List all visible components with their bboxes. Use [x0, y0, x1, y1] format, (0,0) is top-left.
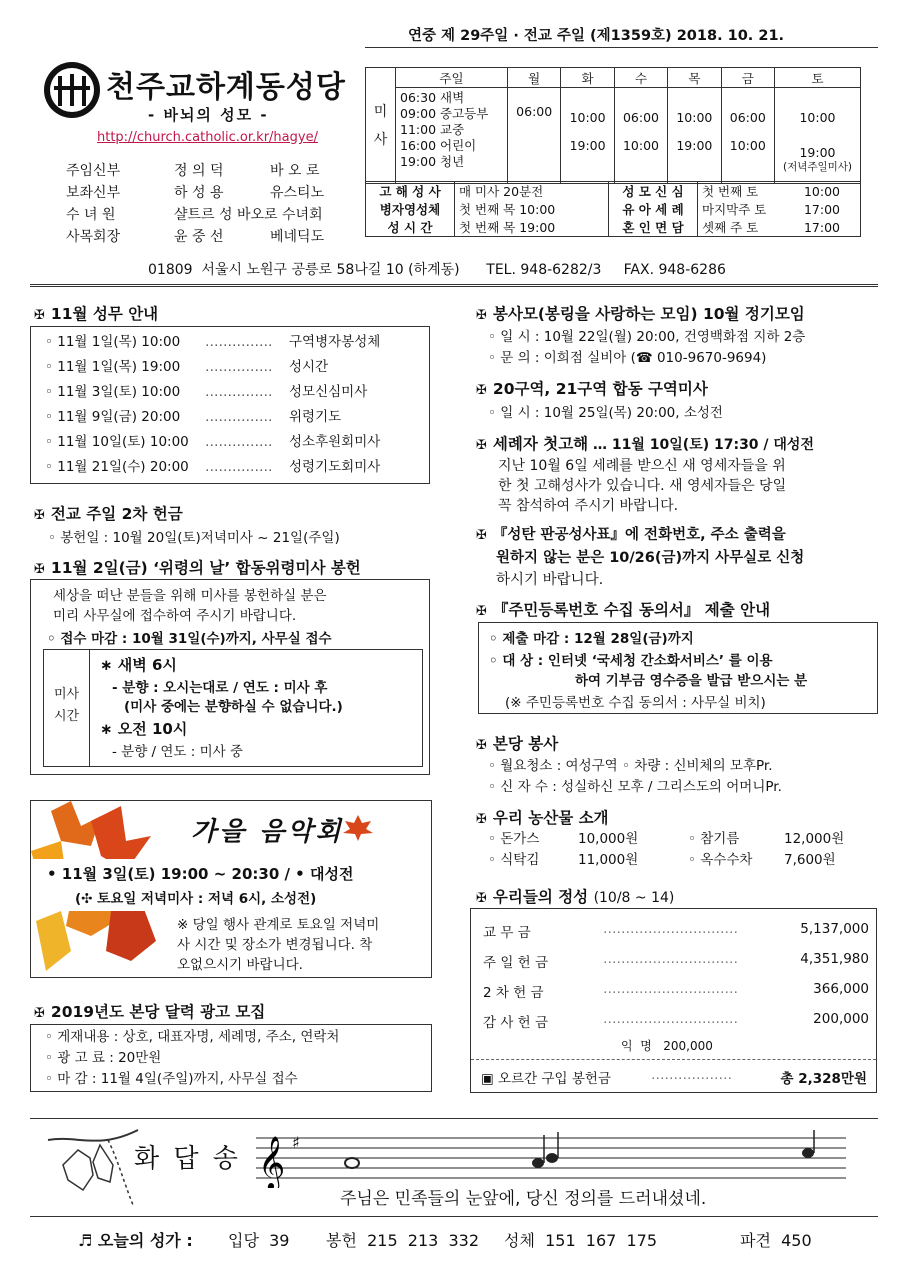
- list-item: ◦ 식탁김 11,000원 ◦ 옥수수차 7,600원: [488, 852, 836, 868]
- offering-row: 2 차 헌 금 ………………………… 366,000: [483, 981, 869, 1001]
- organ-fund-row: ▣ 오르간 구입 봉헌금 ……………… 총 2,328만원: [481, 1067, 867, 1087]
- concert-title: 가을 음악회: [191, 817, 344, 847]
- list-item: ◦ 마 감 : 11월 4일(주일)까지, 사무실 접수: [45, 1071, 298, 1087]
- address-line: 01809 서울시 노원구 공릉로 58나길 10 (하계동) TEL. 948-6282/3 FAX. 948-6286: [148, 262, 726, 278]
- calendar-ad-box: [30, 1024, 432, 1092]
- list-item: ◦ 11월 9일(금) 20:00 …………… 위령기도: [45, 409, 342, 425]
- hymn-label: ♬ 오늘의 성가 :: [78, 1231, 193, 1250]
- bongsamo-contact: ◦ 문 의 : 이희점 실비아 (☎ 010-9670-9694): [488, 350, 767, 366]
- offering-row: 감 사 헌 금 ………………………… 200,000: [483, 1011, 869, 1031]
- district-mass-date: ◦ 일 시 : 10월 25일(목) 20:00, 소성전: [488, 405, 723, 421]
- list-item: ◦ 11월 21일(수) 20:00 …………… 성령기도회미사: [45, 459, 381, 475]
- produce-list: [488, 829, 844, 871]
- resident-id-box: ◦ 제출 마감 : 12월 28일(금)까지 ◦ 대 상 : 인터넷 ‘국세청 간소화서비스’ 를 이용 하여 기부금 영수증을 발급 받으시는 분 (※ 주민등록번호 수집 동의서 : 사무실 비치): [478, 622, 878, 714]
- hymn-recessional: 파견 450: [740, 1231, 812, 1250]
- hymn-offertory: 봉헌 215 213 332: [326, 1231, 480, 1250]
- staff-row: 주임신부 정 의 덕 바 오 로: [66, 163, 320, 179]
- section-title-offerings: ✠ 우리들의 정성 (10/8 ~ 14): [476, 888, 675, 906]
- bongsamo-date: ◦ 일 시 : 10월 22일(월) 20:00, 건영백화점 지하 2층: [488, 329, 806, 345]
- section-title-parish-service: ✠ 본당 봉사: [476, 735, 559, 753]
- section-title-produce: ✠ 우리 농산물 소개: [476, 809, 609, 827]
- hymn-line: [78, 1228, 812, 1251]
- staff-row: 사목회장 윤 중 선 베네딕도: [66, 229, 325, 245]
- memorial-time-table: 미사 시간 ∗ 새벽 6시 - 분향 : 오시는대로 / 연도 : 미사 후 (미사 중에는 분향하실 수 없습니다.) ∗ 오전 10시 - 분향 / 연도 : 미사 중: [43, 649, 423, 767]
- sacrament-table: 고 해 성 사 매 미사 20분전 성 모 신 심 첫 번째 토 10:00 병자영성체 첫 번째 목 10:00 유 아 세 례 마지막주 토 17:00 성 시 간 첫 번째 목 19:00 혼 인 면 담 셋째 주 토 17:00: [365, 181, 861, 237]
- hymn-entrance: 입당 39: [228, 1231, 290, 1250]
- list-item: ◦ 11월 3일(토) 10:00 …………… 성모신심미사: [45, 384, 368, 400]
- hymn-communion: 성체 151 167 175: [504, 1231, 658, 1250]
- section-title-nov: ✠ 11월 성무 안내: [34, 305, 159, 323]
- christmas-notice: ✠ 『성탄 판공성사표』에 전화번호, 주소 출력을 원하지 않는 분은 10/26(금)까지 사무실로 신청 하시기 바랍니다.: [476, 527, 805, 588]
- staff-row: 수 녀 원 샬트르 성 바오로 수녀회: [66, 207, 323, 223]
- mass-schedule-table: 미 사 주일 월 화 수 목 금 토 06:30 새벽 09:00 중고등부 11:00 교중 16:00 어린이 19:00 청년 06:00 10:00 19:00 06:00 10:00 10:00 19:00 06:00 10:00 10:00 19:00 (저녁주일미사): [365, 67, 861, 184]
- issue-line: 연중 제 29주일 · 전교 주일 (제1359호) 2018. 10. 21.: [408, 28, 785, 44]
- section-title-offering: ✠ 전교 주일 2차 헌금: [34, 505, 183, 523]
- section-title-district-mass: ✠ 20구역, 21구역 합동 구역미사: [476, 380, 708, 398]
- list-item: ◦ 광 고 료 : 20만원: [45, 1050, 162, 1066]
- section-title-memorial: ✠ 11월 2일(금) ‘위령의 날’ 합동위령미사 봉헌: [34, 559, 361, 577]
- offering-date: ◦ 봉헌일 : 10월 20일(토)저녁미사 ~ 21일(주일): [48, 530, 340, 546]
- offering-row: 주 일 헌 금 ………………………… 4,351,980: [483, 951, 869, 971]
- chant-bottom-rule: [30, 1216, 878, 1217]
- concert-box: 가을 음악회 • 11월 3일(토) 19:00 ~ 20:30 / • 대성전 (✣ 토요일 저녁미사 : 저녁 6시, 소성전) ※ 당일 행사 관계로 토요일 저녁미 사 시간 및 장소가 변경됩니다. 착 오없으시기 바랍니다.: [30, 800, 432, 978]
- list-item: ◦ 11월 10일(토) 10:00 …………… 성소후원회미사: [45, 434, 381, 450]
- chant-lyric: 주님은 민족들의 눈앞에, 당신 정의를 드러내셨네.: [340, 1189, 707, 1209]
- church-url[interactable]: http://church.catholic.or.kr/hagye/: [97, 130, 318, 145]
- staff-row: 보좌신부 하 성 용 유스티노: [66, 185, 325, 201]
- church-logo: [44, 62, 100, 118]
- section-title-calendar-ad: ✠ 2019년도 본당 달력 광고 모집: [34, 1003, 266, 1021]
- list-item: ◦ 돈가스 10,000원 ◦ 참기름 12,000원: [488, 831, 845, 847]
- chant-title: 화 답 송: [134, 1144, 241, 1174]
- top-rule: [365, 47, 878, 48]
- staff-list: [66, 160, 356, 248]
- list-item: ◦ 게재내용 : 상호, 대표자명, 세례명, 주소, 연락처: [45, 1029, 340, 1045]
- list-item: ◦ 11월 1일(목) 19:00 …………… 성시간: [45, 359, 329, 375]
- header-rule: [30, 284, 878, 287]
- section-title-first-confession: ✠ 세례자 첫고해 … 11월 10일(토) 17:30 / 대성전: [476, 435, 814, 453]
- chant-top-rule: [30, 1118, 878, 1119]
- list-item: ◦ 11월 1일(목) 10:00 …………… 구역병자봉성체: [45, 334, 381, 350]
- section-title-bongsamo: ✠ 봉사모(봉링을 사랑하는 모임) 10월 정기모임: [476, 305, 805, 323]
- svg-text:𝄞: 𝄞: [258, 1135, 286, 1188]
- nov-schedule-box: [30, 326, 430, 484]
- church-subtitle: - 바뇌의 성모 -: [148, 106, 269, 124]
- memorial-box: 세상을 떠난 분들을 위해 미사를 봉헌하실 분은 미리 사무실에 접수하여 주시기 바랍니다. ◦ 접수 마감 : 10월 31일(수)까지, 사무실 접수 미사 시간 ∗ 새벽 6시 - 분향 : 오시는대로 / 연도 : 미사 후 (미사 중에는 분향하실 수 없습니다.) ∗ 오전 10시 - 분향 / 연도 : 미사 중: [30, 579, 430, 775]
- svg-text:♯: ♯: [292, 1133, 300, 1152]
- maple-leaf-icon: [343, 815, 373, 841]
- offerings-box: 교 무 금 ………………………… 5,137,000 주 일 헌 금 ………………………… 4,351,980 2 차 헌 금 ………………………… 366,000 감 사 헌 금 ………………………… 200,000 익 명 200,000 ▣ 오르간 구입 봉헌금 ……………… 총 2,328만원: [470, 908, 877, 1093]
- church-name: 천주교하계동성당: [106, 70, 346, 105]
- section-title-resident-id: ✠ 『주민등록번호 수집 동의서』 제출 안내: [476, 601, 771, 619]
- offering-row: 교 무 금 ………………………… 5,137,000: [483, 921, 869, 941]
- music-staff: [256, 1130, 846, 1188]
